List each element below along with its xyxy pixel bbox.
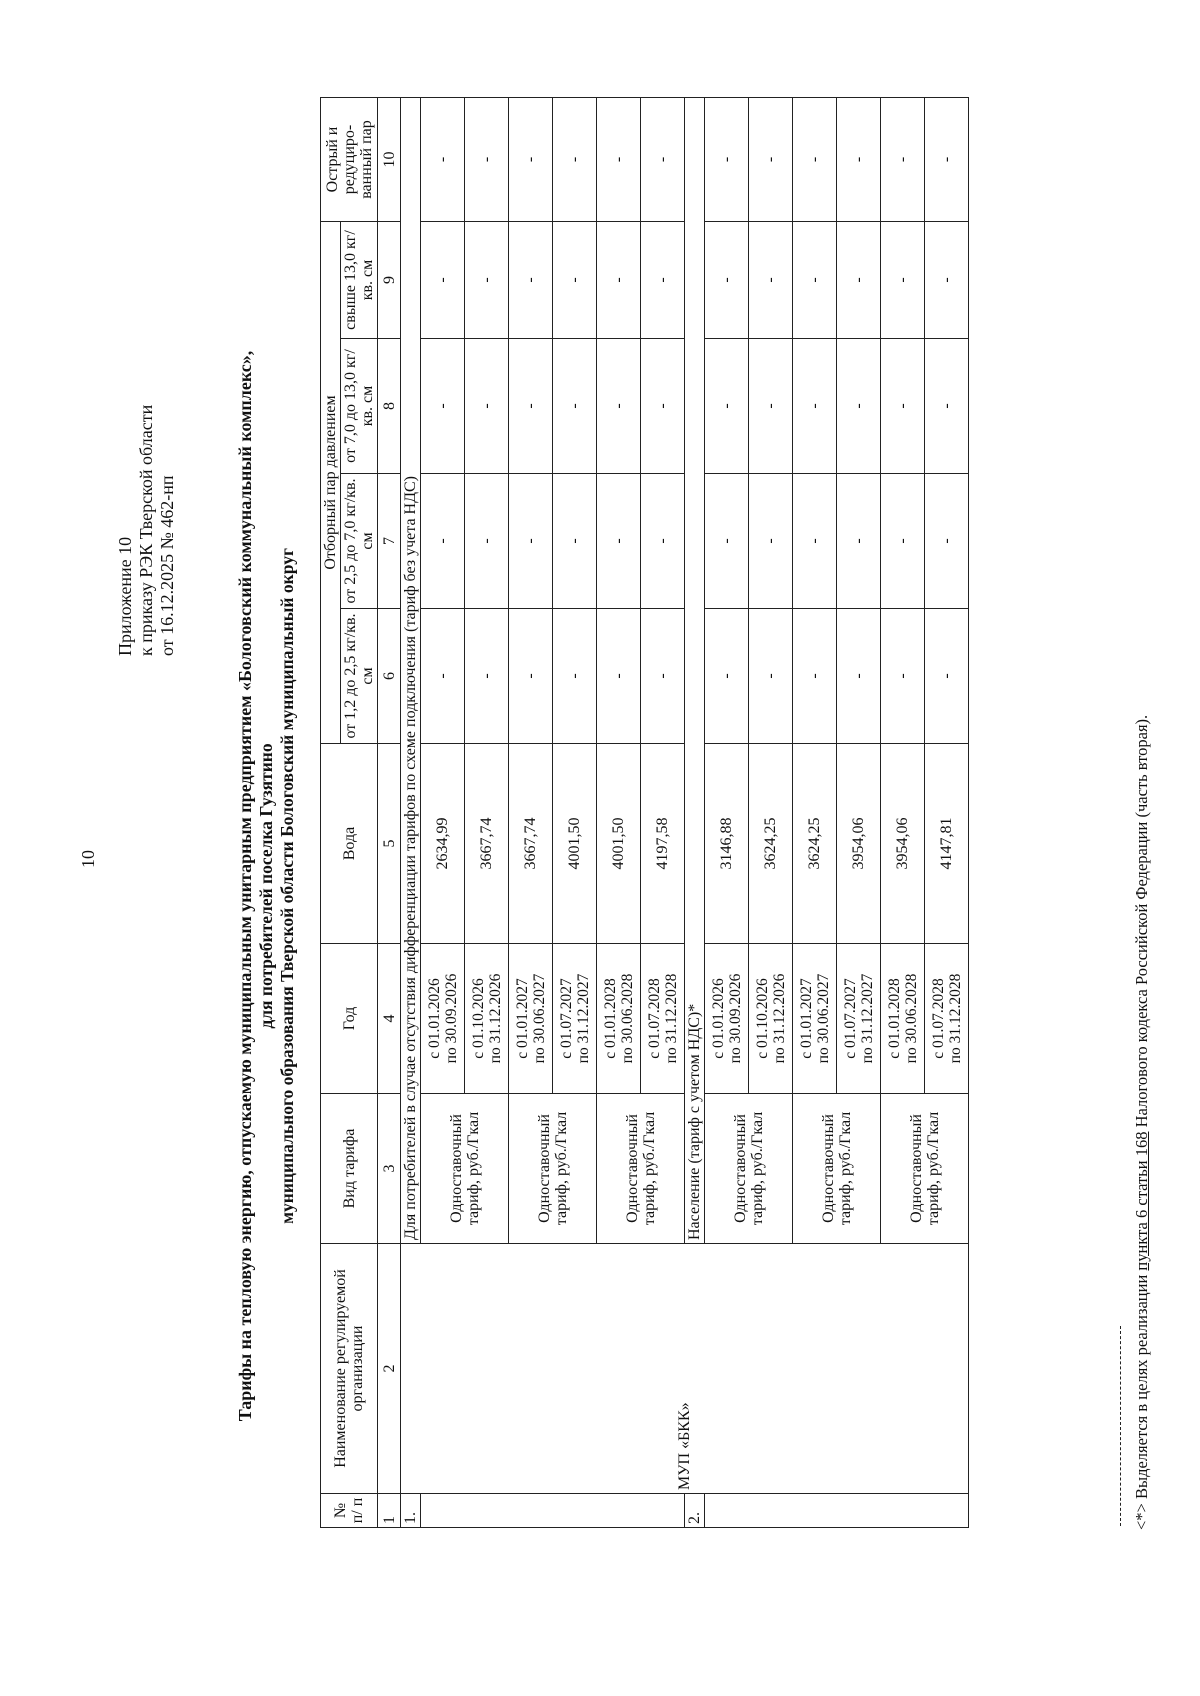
header-water: Вода — [321, 744, 378, 944]
period-start: с 01.07.2028 — [929, 978, 947, 1059]
tariff-type: Одноставочный тариф, руб./Гкал — [509, 1094, 597, 1244]
col-number: 4 — [378, 944, 401, 1094]
steam-value-sharp: - — [509, 98, 553, 222]
steam-value-p4: - — [793, 222, 837, 339]
steam-value-p2: - — [465, 474, 509, 609]
period-start: с 01.07.2027 — [841, 978, 859, 1059]
water-value: 3954,06 — [837, 744, 881, 944]
appendix-line-1: Приложение 10 — [115, 536, 135, 656]
period-end: по 31.12.2026 — [486, 973, 504, 1064]
steam-value-sharp: - — [597, 98, 641, 222]
footnote-link[interactable]: пункта 6 статьи 168 — [1132, 1131, 1151, 1271]
water-value: 3624,25 — [749, 744, 793, 944]
steam-value-p1: - — [597, 609, 641, 744]
col-number: 3 — [378, 1094, 401, 1244]
document-title — [235, 246, 298, 1526]
period-start: с 01.07.2028 — [645, 978, 663, 1059]
section-title: Население (тариф с учетом НДС)* — [685, 98, 705, 1244]
col-number: 5 — [378, 744, 401, 944]
steam-value-p1: - — [793, 609, 837, 744]
water-value: 3954,06 — [881, 744, 925, 944]
appendix-header — [115, 405, 178, 656]
steam-value-p3: - — [793, 339, 837, 474]
steam-value-p4: - — [881, 222, 925, 339]
period-start: с 01.01.2027 — [797, 978, 815, 1059]
col-number: 1 — [378, 1494, 401, 1528]
steam-value-p3: - — [641, 339, 685, 474]
steam-value-p2: - — [925, 474, 969, 609]
period-end: по 30.06.2027 — [530, 973, 548, 1064]
tariff-type: Одноставочный тариф, руб./Гкал — [793, 1094, 881, 1244]
water-value: 3667,74 — [465, 744, 509, 944]
appendix-line-3: от 16.12.2025 № 462-нп — [157, 475, 177, 656]
header-row-1 — [321, 98, 341, 1528]
header-tariff-type: Вид тарифа — [321, 1094, 378, 1244]
period-end: по 31.12.2027 — [858, 973, 876, 1064]
steam-value-p3: - — [509, 339, 553, 474]
period-end: по 31.12.2026 — [770, 973, 788, 1064]
section-number: 2. — [685, 1494, 705, 1528]
period-start: с 01.10.2026 — [469, 978, 487, 1059]
steam-value-p3: - — [925, 339, 969, 474]
period-end: по 30.06.2028 — [902, 973, 920, 1064]
steam-value-p1: - — [749, 609, 793, 744]
water-value: 4197,58 — [641, 744, 685, 944]
year-period — [793, 944, 837, 1094]
tariff-type: Одноставочный тариф, руб./Гкал — [881, 1094, 969, 1244]
header-pressure-1: от 1,2 до 2,5 кг/кв. см — [341, 609, 378, 744]
steam-value-p4: - — [553, 222, 597, 339]
steam-value-p3: - — [749, 339, 793, 474]
steam-value-sharp: - — [465, 98, 509, 222]
steam-value-p4: - — [421, 222, 465, 339]
steam-value-p3: - — [837, 339, 881, 474]
steam-value-p1: - — [705, 609, 749, 744]
steam-value-p2: - — [509, 474, 553, 609]
steam-value-p1: - — [925, 609, 969, 744]
steam-value-sharp: - — [881, 98, 925, 222]
header-org: Наименование регулируемой организации — [321, 1244, 378, 1494]
footnote-separator — [1120, 1326, 1121, 1526]
steam-value-p1: - — [641, 609, 685, 744]
tariff-type: Одноставочный тариф, руб./Гкал — [597, 1094, 685, 1244]
steam-value-sharp: - — [749, 98, 793, 222]
col-number: 8 — [378, 339, 401, 474]
period-end: по 30.06.2027 — [814, 973, 832, 1064]
period-end: по 30.09.2026 — [442, 973, 460, 1064]
section-title: Для потребителей в случае отсутствия дифференциации тарифов по схеме подключения (тариф без учета НДС) — [401, 98, 421, 1244]
period-end: по 30.09.2026 — [726, 973, 744, 1064]
steam-value-sharp: - — [925, 98, 969, 222]
water-value: 4147,81 — [925, 744, 969, 944]
header-num: № п/ п — [321, 1494, 378, 1528]
steam-value-p2: - — [705, 474, 749, 609]
tariff-table — [320, 97, 969, 1528]
header-pressure-2: от 2,5 до 7,0 кг/кв. см — [341, 474, 378, 609]
title-line-3: муниципального образования Тверской области Бологовский муниципальный округ — [277, 548, 297, 1224]
year-period — [705, 944, 749, 1094]
col-number: 2 — [378, 1244, 401, 1494]
year-period — [749, 944, 793, 1094]
section-number: 1. — [401, 1494, 421, 1528]
year-period — [837, 944, 881, 1094]
steam-value-p2: - — [597, 474, 641, 609]
steam-value-p2: - — [749, 474, 793, 609]
steam-value-p3: - — [881, 339, 925, 474]
header-sharp-steam: Острый и редуциро-ванный пар — [321, 98, 378, 222]
col-number: 7 — [378, 474, 401, 609]
year-period — [881, 944, 925, 1094]
steam-value-p4: - — [749, 222, 793, 339]
steam-value-p3: - — [597, 339, 641, 474]
num-spacer — [421, 1494, 685, 1528]
steam-value-sharp: - — [641, 98, 685, 222]
organization-name: МУП «БКК» — [401, 1244, 969, 1494]
steam-value-p1: - — [881, 609, 925, 744]
water-value: 3667,74 — [509, 744, 553, 944]
steam-value-p2: - — [793, 474, 837, 609]
tariff-type: Одноставочный тариф, руб./Гкал — [705, 1094, 793, 1244]
period-start: с 01.01.2026 — [425, 978, 443, 1059]
steam-value-p3: - — [705, 339, 749, 474]
section-row — [401, 98, 421, 1528]
page-number: 10 — [78, 850, 98, 868]
period-end: по 31.12.2028 — [946, 973, 964, 1064]
year-period — [641, 944, 685, 1094]
period-start: с 01.01.2026 — [709, 978, 727, 1059]
steam-value-sharp: - — [705, 98, 749, 222]
period-end: по 31.12.2028 — [662, 973, 680, 1064]
steam-value-p1: - — [553, 609, 597, 744]
year-period — [597, 944, 641, 1094]
steam-value-sharp: - — [793, 98, 837, 222]
steam-value-p4: - — [837, 222, 881, 339]
num-spacer — [705, 1494, 969, 1528]
header-pressure-4: свыше 13,0 кг/кв. см — [341, 222, 378, 339]
title-line-1: Тарифы на тепловую энергию, отпускаемую муниципальным унитарным предприятием «Бологовский коммунальный комплекс», — [235, 350, 255, 1422]
steam-value-p3: - — [553, 339, 597, 474]
water-value: 3624,25 — [793, 744, 837, 944]
period-start: с 01.01.2028 — [601, 978, 619, 1059]
steam-value-p3: - — [421, 339, 465, 474]
steam-value-p1: - — [509, 609, 553, 744]
column-number-row — [378, 98, 401, 1528]
period-start: с 01.01.2028 — [885, 978, 903, 1059]
tariff-type: Одноставочный тариф, руб./Гкал — [421, 1094, 509, 1244]
water-value: 4001,50 — [597, 744, 641, 944]
header-year: Год — [321, 944, 378, 1094]
steam-value-p4: - — [509, 222, 553, 339]
steam-value-p4: - — [641, 222, 685, 339]
period-start: с 01.10.2026 — [753, 978, 771, 1059]
footnote — [1132, 715, 1152, 1530]
footnote-prefix: <*> Выделяется в целях реализации — [1132, 1270, 1151, 1530]
water-value: 3146,88 — [705, 744, 749, 944]
appendix-line-2: к приказу РЭК Тверской области — [136, 404, 156, 656]
col-number: 6 — [378, 609, 401, 744]
steam-value-p2: - — [553, 474, 597, 609]
year-period — [553, 944, 597, 1094]
period-end: по 30.06.2028 — [618, 973, 636, 1064]
steam-value-p1: - — [837, 609, 881, 744]
steam-value-sharp: - — [553, 98, 597, 222]
water-value: 4001,50 — [553, 744, 597, 944]
year-period — [925, 944, 969, 1094]
year-period — [421, 944, 465, 1094]
title-line-2: для потребителей поселка Гузятино — [256, 743, 276, 1029]
footnote-suffix: Налогового кодекса Российской Федерации (часть вторая). — [1132, 714, 1151, 1132]
steam-value-p4: - — [465, 222, 509, 339]
steam-value-p4: - — [925, 222, 969, 339]
steam-value-p2: - — [837, 474, 881, 609]
header-steam-group: Отборный пар давлением — [321, 222, 341, 744]
steam-value-sharp: - — [837, 98, 881, 222]
steam-value-p1: - — [465, 609, 509, 744]
period-start: с 01.07.2027 — [557, 978, 575, 1059]
col-number: 9 — [378, 222, 401, 339]
period-start: с 01.01.2027 — [513, 978, 531, 1059]
header-pressure-3: от 7,0 до 13,0 кг/кв. см — [341, 339, 378, 474]
steam-value-sharp: - — [421, 98, 465, 222]
steam-value-p4: - — [705, 222, 749, 339]
steam-value-p4: - — [597, 222, 641, 339]
water-value: 2634,99 — [421, 744, 465, 944]
year-period — [509, 944, 553, 1094]
year-period — [465, 944, 509, 1094]
steam-value-p3: - — [465, 339, 509, 474]
period-end: по 31.12.2027 — [574, 973, 592, 1064]
steam-value-p2: - — [881, 474, 925, 609]
steam-value-p2: - — [641, 474, 685, 609]
steam-value-p2: - — [421, 474, 465, 609]
steam-value-p1: - — [421, 609, 465, 744]
col-number: 10 — [378, 98, 401, 222]
